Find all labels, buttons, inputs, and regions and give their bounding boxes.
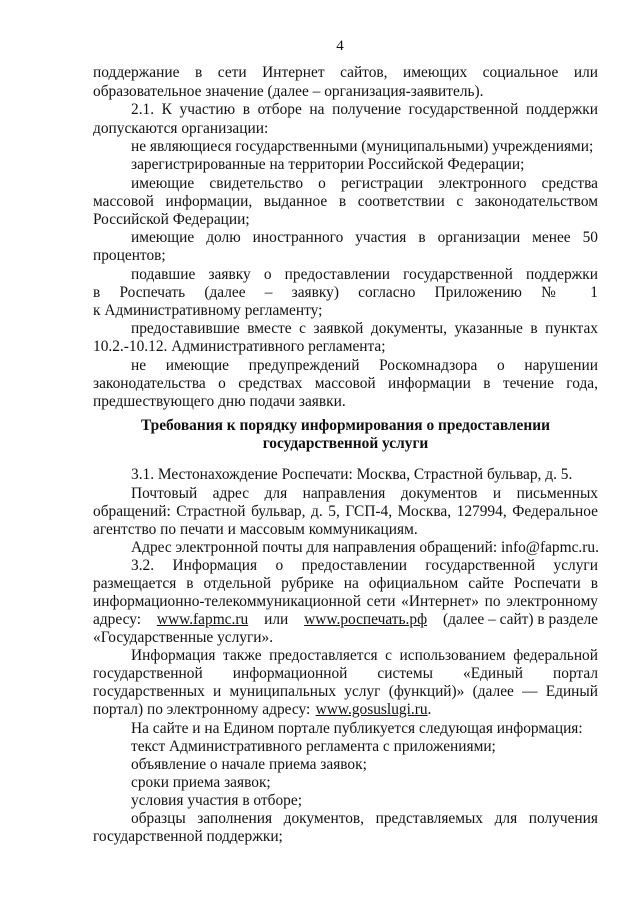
page-number: 4 — [336, 38, 344, 54]
list-item: имеющие свидетельство о регистрации электронного средства — [131, 175, 598, 192]
list-item: предшествующего дню подачи заявки. — [93, 393, 346, 410]
section-2-1-line: допускаются организации: — [93, 120, 269, 137]
info-line: государственных и муниципальных услуг (функций)» (далее — Единый — [93, 683, 598, 700]
list-item: текст Административного регламента с приложениями; — [131, 738, 496, 755]
section-3-2-line: информационно-телекоммуникационной сети «Интернет» по электронному — [93, 593, 598, 610]
list-item: государственной поддержки; — [93, 828, 283, 845]
publish-intro: На сайте и на Едином портале публикуется следующая информация: — [131, 720, 583, 737]
text-span: . — [427, 701, 432, 718]
list-item: сроки приема заявок; — [131, 774, 271, 791]
list-item: в Роспечать (далее – заявку) согласно Приложению № 1 — [93, 284, 598, 301]
list-item: массовой информации, выданное в соответствии с законодательством — [93, 193, 598, 210]
list-item: предоставившие вместе с заявкой документы, указанные в пунктах — [131, 320, 598, 337]
section-3-2-links-line — [93, 610, 598, 629]
gosuslugi-link[interactable]: www.gosuslugi.ru — [315, 701, 428, 718]
list-item: к Административному регламенту; — [93, 302, 323, 319]
paragraph-line: поддержание в сети Интернет сайтов, имеющих социальное или — [93, 64, 598, 81]
list-item: образцы заполнения документов, представляемых для получения — [131, 810, 598, 827]
postal-address-line: обращений: Страстной бульвар, д. 5, ГСП-4, Москва, 127994, Федеральное — [93, 503, 598, 520]
fapmc-link[interactable]: www.fapmc.ru — [156, 611, 249, 628]
list-item: подавшие заявку о предоставлении государственной поддержки — [131, 266, 598, 283]
list-item: условия участия в отборе; — [131, 792, 302, 809]
info-line: государственной информационной системы «Единый портал — [93, 665, 598, 682]
postal-address-line: Почтовый адрес для направления документов и письменных — [131, 485, 598, 502]
list-item: зарегистрированные на территории Российской Федерации; — [131, 156, 525, 173]
list-item: процентов; — [93, 247, 166, 264]
list-item: законодательства о средствах массовой информации в течение года, — [93, 375, 598, 392]
paragraph-line: образовательное значение (далее – организация-заявитель). — [93, 83, 484, 100]
list-item: имеющие долю иностранного участия в организации менее 50 — [131, 229, 598, 246]
text-span: портал) по электронному адресу: — [93, 701, 311, 718]
list-item: не являющиеся государственными (муниципальными) учреждениями; — [131, 138, 594, 155]
postal-address-line: агентство по печати и массовым коммуникациям. — [93, 521, 418, 538]
section-3-2-line: 3.2. Информация о предоставлении государственной услуги — [131, 557, 598, 574]
section-heading: государственной услуги — [262, 435, 429, 452]
email-line: Адрес электронной почты для направления обращений: info@fapmc.ru. — [131, 539, 599, 556]
list-item: объявление о начале приема заявок; — [131, 756, 367, 773]
section-3-2-line: «Государственные услуги». — [93, 629, 274, 646]
info-line: Информация также предоставляется с использованием федеральной — [131, 647, 598, 664]
info-line — [93, 700, 431, 719]
section-2-1-line: 2.1. К участию в отборе на получение государственной поддержки — [131, 101, 598, 118]
text-span: или — [264, 611, 289, 628]
text-span: адресу: — [93, 611, 141, 628]
rospechat-link[interactable]: www.роспечать.рф — [304, 611, 428, 628]
section-3-2-line: размещается в отдельной рубрике на официальном сайте Роспечати в — [93, 575, 598, 592]
list-item: не имеющие предупреждений Роскомнадзора о нарушении — [131, 357, 598, 374]
list-item: 10.2.-10.12. Административного регламента; — [93, 338, 386, 355]
section-3-1-line: 3.1. Местонахождение Роспечати: Москва, Страстной бульвар, д. 5. — [131, 466, 573, 483]
text-span: (далее – сайт) в разделе — [442, 611, 598, 628]
section-heading: Требования к порядку информирования о предоставлении — [140, 417, 550, 434]
list-item: Российской Федерации; — [93, 211, 250, 228]
